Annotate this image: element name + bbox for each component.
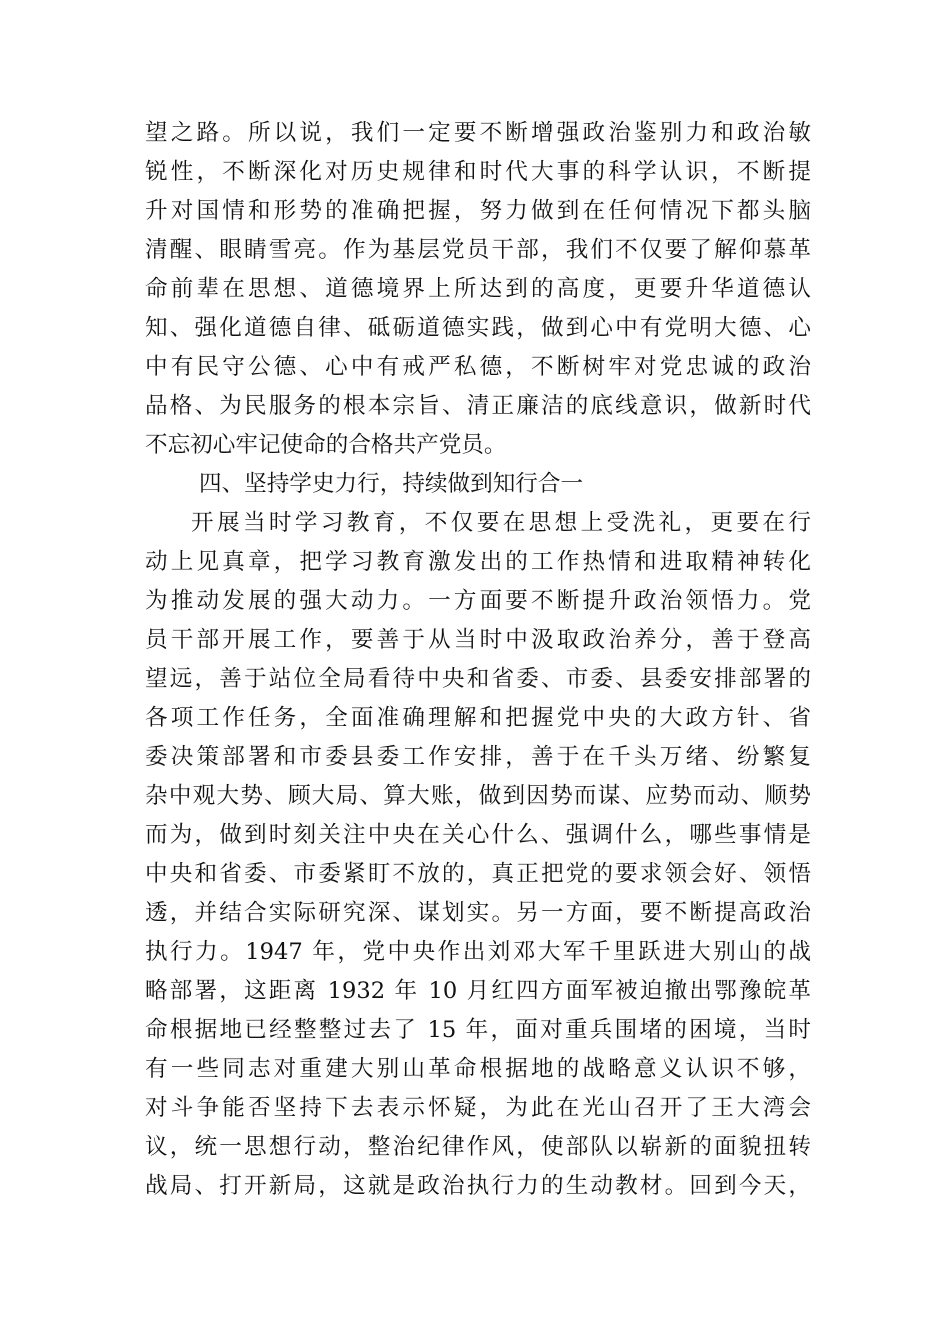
text-line: 议，统一思想行动，整治纪律作风，使部队以崭新的面貌扭转	[145, 1134, 811, 1160]
text-line: 锐性，不断深化对历史规律和时代大事的科学认识，不断提	[145, 159, 811, 185]
text-line: 各项工作任务，全面准确理解和把握党中央的大政方针、省	[145, 705, 811, 731]
text-line: 动上见真章，把学习教育激发出的工作热情和进取精神转化	[145, 549, 811, 575]
text-line: 透，并结合实际研究深、谋划实。另一方面，要不断提高政治	[145, 900, 811, 926]
text-line: 有一些同志对重建大别山革命根据地的战略意义认识不够，	[145, 1056, 811, 1082]
paragraph-2	[145, 504, 811, 1206]
text-line: 员干部开展工作，要善于从当时中汲取政治养分，善于登高	[145, 627, 811, 653]
paragraph-1	[145, 114, 811, 465]
text-line: 开展当时学习教育，不仅要在思想上受洗礼，更要在行	[191, 510, 811, 536]
text-line: 战局、打开新局，这就是政治执行力的生动教材。回到今天，	[145, 1173, 811, 1199]
text-line: 知、强化道德自律、砥砺道德实践，做到心中有党明大德、心	[145, 315, 811, 341]
text-line: 命根据地已经整整过去了 15 年，面对重兵围堵的困境，当时	[145, 1017, 811, 1043]
text-line: 望远，善于站位全局看待中央和省委、市委、县委安排部署的	[145, 666, 811, 692]
text-line: 执行力。1947 年，党中央作出刘邓大军千里跃进大别山的战	[145, 939, 811, 965]
text-line: 略部署，这距离 1932 年 10 月红四方面军被迫撤出鄂豫皖革	[145, 978, 811, 1004]
text-line: 中有民守公德、心中有戒严私德，不断树牢对党忠诚的政治	[145, 354, 811, 380]
text-line: 杂中观大势、顾大局、算大账，做到因势而谋、应势而动、顺势	[145, 783, 811, 809]
text-line: 不忘初心牢记使命的合格共产党员。	[145, 432, 507, 458]
document-page	[145, 114, 811, 1206]
text-line: 委决策部署和市委县委工作安排，善于在千头万绪、纷繁复	[145, 744, 811, 770]
text-line: 为推动发展的强大动力。一方面要不断提升政治领悟力。党	[145, 588, 811, 614]
text-line: 清醒、眼睛雪亮。作为基层党员干部，我们不仅要了解仰慕革	[145, 237, 811, 263]
text-line: 品格、为民服务的根本宗旨、清正廉洁的底线意识，做新时代	[145, 393, 811, 419]
section-heading: 四、坚持学史力行，持续做到知行合一	[199, 471, 584, 497]
text-line: 升对国情和形势的准确把握，努力做到在任何情况下都头脑	[145, 198, 811, 224]
text-line: 对斗争能否坚持下去表示怀疑，为此在光山召开了王大湾会	[145, 1095, 811, 1121]
text-line: 中央和省委、市委紧盯不放的，真正把党的要求领会好、领悟	[145, 861, 811, 887]
text-line: 望之路。所以说，我们一定要不断增强政治鉴别力和政治敏	[145, 120, 811, 146]
text-line: 而为，做到时刻关注中央在关心什么、强调什么，哪些事情是	[145, 822, 811, 848]
text-line: 命前辈在思想、道德境界上所达到的高度，更要升华道德认	[145, 276, 811, 302]
